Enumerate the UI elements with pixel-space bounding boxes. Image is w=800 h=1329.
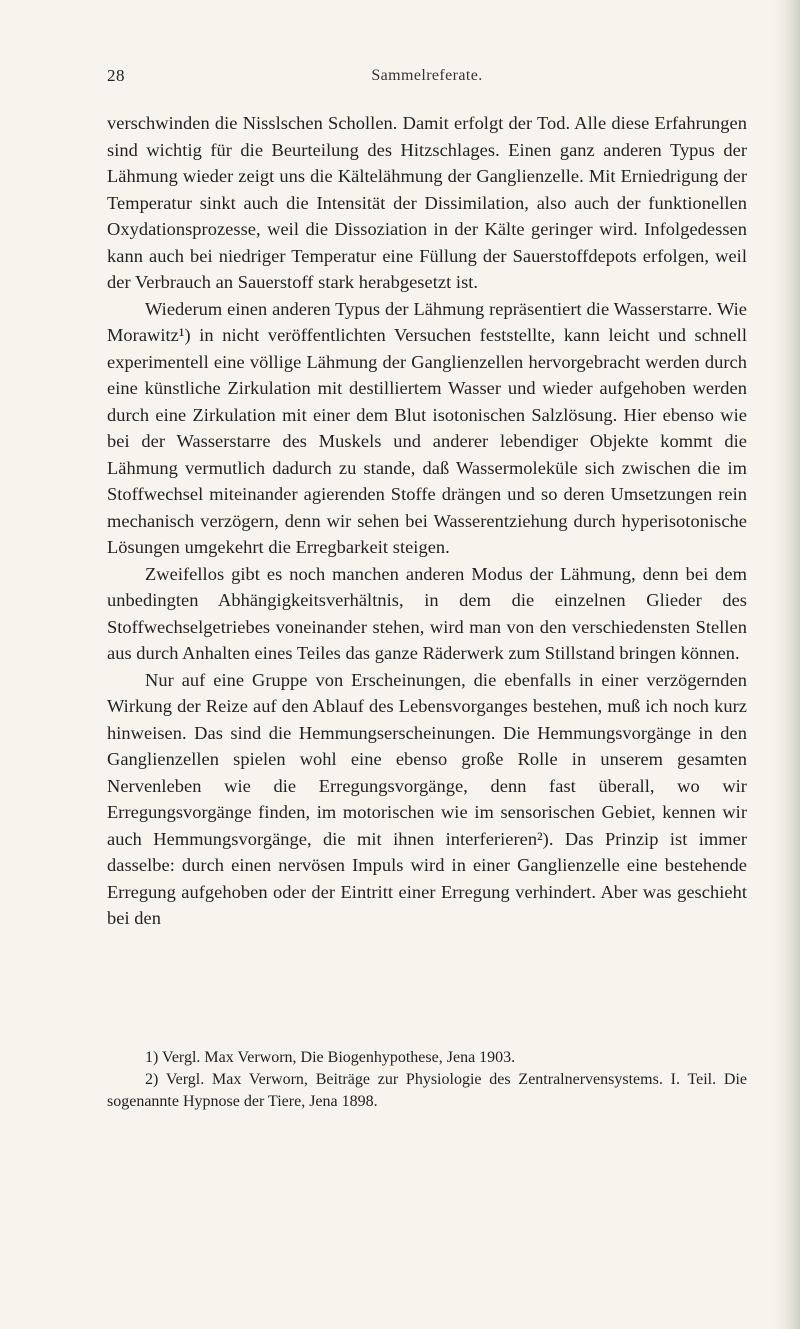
paragraph: Wiederum einen anderen Typus der Lähmung repräsentiert die Wasserstarre. Wie Morawitz¹) in nicht veröffentlichten Versuchen feststellte, kann leicht und schnell experimentell eine völlige Lähmung der Ganglienzellen hervorgebracht werden durch eine künstliche Zirkulation mit destilliertem Wasser und wieder aufgehoben werden durch eine Zirkulation mit einer dem Blut isotonischen Salzlösung. Hier ebenso wie bei der Wasserstarre des Muskels und anderer lebendiger Objekte kommt die Lähmung vermutlich dadurch zu stande, daß Wassermoleküle sich zwischen die im Stoffwechsel miteinander agierenden Stoffe drängen und so deren Umsetzungen rein mechanisch verzögern, denn wir sehen bei Wasserentziehung durch hyperisotonische Lösungen umgekehrt die Erregbarkeit steigen.	[107, 298, 747, 557]
paragraph: Nur auf eine Gruppe von Erscheinungen, die ebenfalls in einer verzögernden Wirkung der Reize auf den Ablauf des Lebensvorganges bestehen, muß ich noch kurz hinweisen. Das sind die Hemmungserscheinungen. Die Hemmungsvorgänge in den Ganglienzellen spielen wohl eine ebenso große Rolle in unserem gesamten Nervenleben wie die Erregungsvorgänge, denn fast überall, wo wir Erregungsvorgänge finden, im motorischen wie im sensorischen Gebiet, kennen wir auch Hemmungsvorgänge, die mit ihnen interferieren²). Das Prinzip ist immer dasselbe: durch einen nervösen Impuls wird in einer Ganglienzelle eine bestehende Erregung aufgehoben oder der Eintritt einer Erregung verhindert. Aber was geschieht bei den	[107, 669, 747, 928]
page-number: 28	[107, 66, 125, 85]
footnotes	[107, 1047, 747, 1113]
page-edge-shadow	[774, 0, 800, 1329]
body-text	[107, 110, 747, 932]
paragraph: Zweifellos gibt es noch manchen anderen Modus der Lähmung, denn bei dem unbedingten Abhängigkeitsverhältnis, in dem die einzelnen Glieder des Stoffwechselgetriebes voneinander stehen, wird man von den verschiedensten Stellen aus durch Anhalten eines Teiles das ganze Räderwerk zum Stillstand bringen können.	[107, 563, 747, 663]
footnote-2: 2) Vergl. Max Verworn, Beiträge zur Physiologie des Zentralnervensystems. I. Teil. Die sogenannte Hypnose der Tiere, Jena 1898.	[107, 1071, 747, 1110]
paragraph: verschwinden die Nisslschen Schollen. Damit erfolgt der Tod. Alle diese Erfahrungen sind wichtig für die Beurteilung des Hitzschlages. Einen ganz anderen Typus der Lähmung wieder zeigt uns die Kältelähmung der Ganglienzelle. Mit Erniedrigung der Temperatur sinkt auch die Intensität der Dissimilation, also auch der funktionellen Oxydationsprozesse, weil die Dissoziation in der Kälte geringer wird. Infolgedessen kann auch bei niedriger Temperatur eine Füllung der Sauerstoffdepots erfolgen, weil der Verbrauch an Sauerstoff stark herabgesetzt ist.	[107, 113, 747, 292]
running-title: Sammelreferate.	[371, 67, 483, 84]
running-header	[107, 66, 747, 90]
footnote-1: 1) Vergl. Max Verworn, Die Biogenhypothese, Jena 1903.	[145, 1049, 516, 1066]
